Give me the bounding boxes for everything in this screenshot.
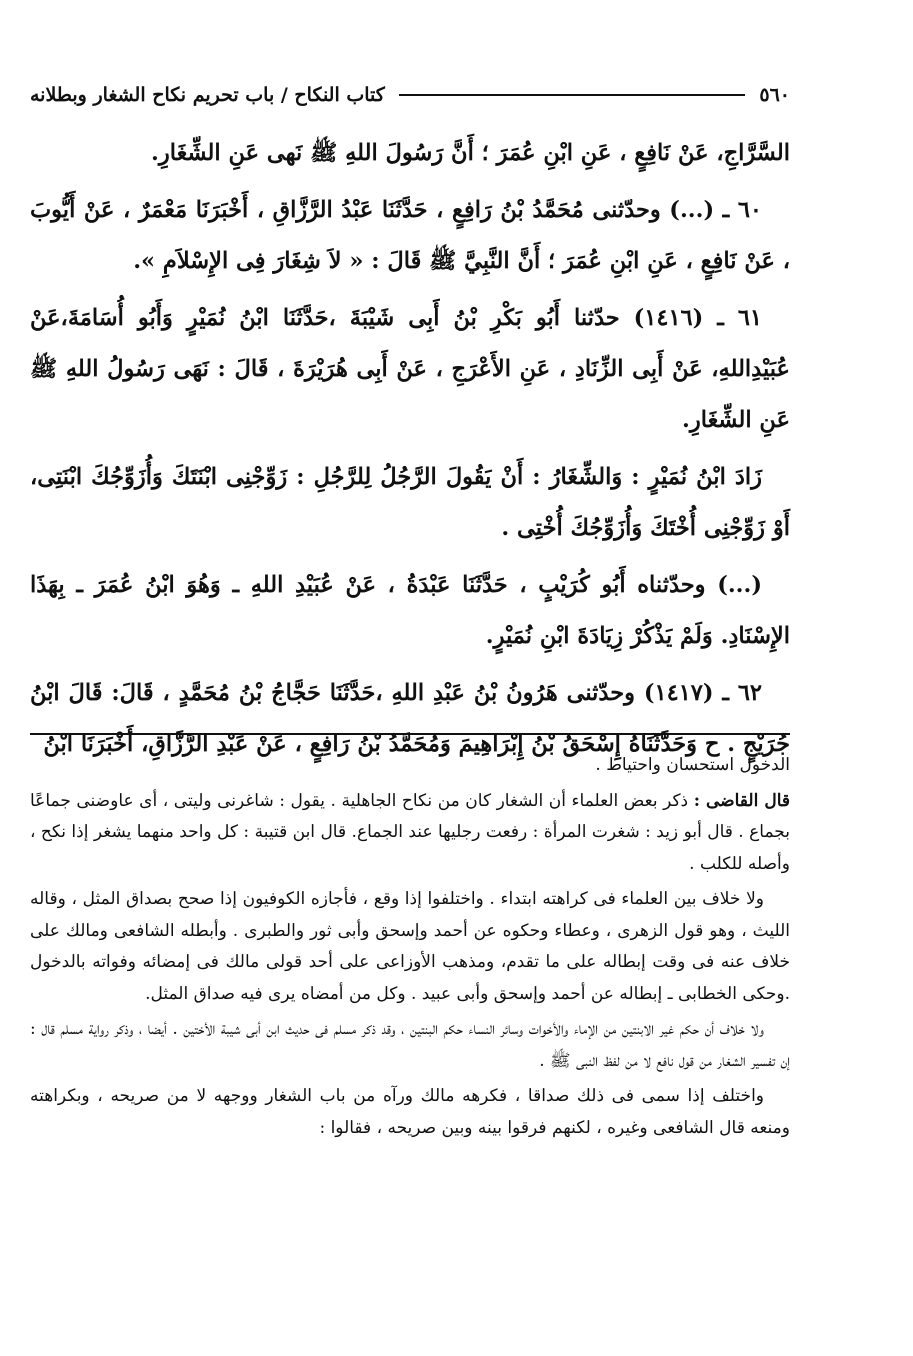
commentary-paragraph: ولا خلاف أن حكم غير الابنتين من الإماء والأخوات وسائر النساء حكم البنتين ، وقد ذكر مسلم فى حديث ابن أبى شيبة الأختين . أيضا ، وذكر رواية مسلم قال : إن تفسير الشغار من قول نافع لا من لفظ النبى ﷺ .	[30, 1019, 790, 1071]
header-rule	[399, 94, 746, 96]
commentary-paragraph: واختلف إذا سمى فى ذلك صداقا ، فكرهه مالك ورآه من باب الشغار ووجهه لا من صريحه ، وبكراهته ومنعه قال الشافعى وغيره ، لكنهم فرقوا بينه وبين صريحه ، فقالوا :	[30, 1086, 790, 1138]
commentary-label: قال القاضى :	[693, 790, 791, 811]
hadith-paragraph: ٦١ ـ (١٤١٦) حدّثنا أَبُو بَكْرِ بْنُ أَبِى شَيْبَةَ ،حَدَّثَنَا ابْنُ نُمَيْرٍ وَأَبُو أُسَامَةَ،عَنْ عُبَيْدِاللهِ، عَنْ أَبِى الزِّنَادِ ، عَنِ الأَعْرَجِ ، عَنْ أَبِى هُرَيْرَةَ ، قَالَ : نَهَى رَسُولُ اللهِ ﷺ عَنِ الشِّغَارِ.	[30, 305, 790, 433]
header-title: كتاب النكاح / باب تحريم نكاح الشغار وبطلانه	[30, 84, 385, 106]
running-header	[30, 78, 790, 112]
commentary-paragraph	[30, 786, 790, 881]
commentary-body: ذكر بعض العلماء أن الشغار كان من نكاح الجاهلية . يقول : شاغرنى وليتى ، أى عاوضنى جماعًا بجماع . قال أبو زيد : شغرت المرأة : رفعت رجليها عند الجماع. قال ابن قتيبة : كل واحد منهما يشغر إذا نكح ، وأصله للكلب .	[30, 790, 790, 874]
commentary-paragraph: ولا خلاف بين العلماء فى كراهته ابتداء . واختلفوا إذا وقع ، فأجازه الكوفيون إذا صحح بصداق المثل ، وقاله الليث ، وهو قول الزهرى ، وعطاء وحكوه عن أحمد وإسحق وأبى ثور والطبرى . وأبطله الشافعى ومالك على خلاف عنه فى وقت إبطاله على ما تقدم، ومذهب الأوزاعى على أحد قولى مالك فى إمضائه وفواته بالدخول .وحكى الخطابى ـ إبطاله عن أحمد وإسحق وأبى عبيد . وكل من أمضاه يرى فيه صداق المثل.	[30, 889, 790, 1004]
hadith-text	[30, 128, 790, 770]
hadith-paragraph: ٦٠ ـ (...) وحدّثنى مُحَمَّدُ بْنُ رَافِعٍ ، حَدَّثَنَا عَبْدُ الرَّزَّاقِ ، أَخْبَرَنَا مَعْمَرٌ ، عَنْ أَيُّوبَ ، عَنْ نَافِعٍ ، عَنِ ابْنِ عُمَرَ ؛ أَنَّ النَّبِيَّ ﷺ قَالَ : « لاَ شِغَارَ فِى الإِسْلاَمِ ».	[30, 197, 790, 274]
commentary-text	[30, 750, 790, 1144]
commentary-paragraph: الدخول استحسان واحتياط .	[595, 755, 790, 775]
hadith-paragraph: ٦٢ ـ (١٤١٧) وحدّثنى هَرُونُ بْنُ عَبْدِ اللهِ ،حَدَّثَنَا حَجَّاجُ بْنُ مُحَمَّدٍ ، قَالَ: قَالَ ابْنُ جُرَيْجٍ . ح وَحَدَّثَنَاهُ إِسْحَقُ بْنُ إِبْرَاهِيمَ وَمُحَمَّدُ بْنُ رَافِعٍ ، عَنْ عَبْدِ الرَّزَّاقِ، أَخْبَرَنَا ابْنُ	[30, 680, 790, 757]
hadith-paragraph: (...) وحدّثناه أَبُو كُرَيْبٍ ، حَدَّثَنَا عَبْدَةُ ، عَنْ عُبَيْدِ اللهِ ـ وَهُوَ ابْنُ عُمَرَ ـ بِهَذَا الإِسْنَادِ. وَلَمْ يَذْكُرْ زِيَادَةَ ابْنِ نُمَيْرٍ.	[30, 572, 790, 649]
footnote-divider	[30, 733, 790, 735]
hadith-paragraph: زَادَ ابْنُ نُمَيْرٍ : وَالشِّغَارُ : أَنْ يَقُولَ الرَّجُلُ لِلرَّجُلِ : زَوِّجْنِى ابْنَتَكَ وَأُزَوِّجُكَ ابْنَتِى، أَوْ زَوِّجْنِى أُخْتَكَ وَأُزَوِّجُكَ أُخْتِى .	[30, 464, 790, 541]
hadith-paragraph: السَّرَّاجِ، عَنْ نَافِعٍ ، عَنِ ابْنِ عُمَرَ ؛ أَنَّ رَسُولَ اللهِ ﷺ نَهى عَنِ الشِّغَارِ.	[151, 140, 790, 166]
page-number: ٥٦٠	[759, 84, 790, 106]
